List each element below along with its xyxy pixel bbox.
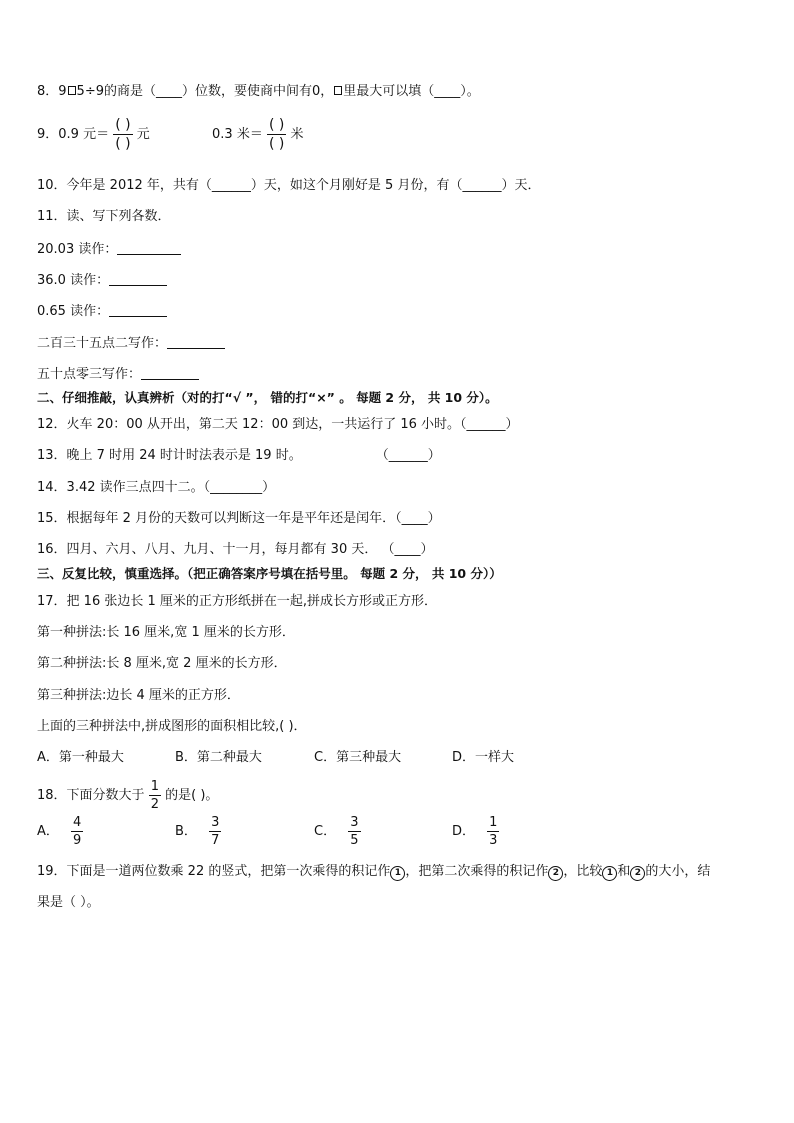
answer-blank[interactable]: ______ — [211, 178, 251, 193]
question-14: 14．3.42 读作三点四十二。（________） — [37, 480, 276, 495]
question-12: 12．火车 20：00 从开出，第二天 12：00 到达，一共运行了 16 小时。（______） — [37, 417, 519, 432]
answer-blank[interactable]: ______ — [466, 417, 506, 432]
section-3-heading: 三、反复比较，慎重选择。（把正确答案序号填在括号里。 每题 2 分， 共 10 分）） — [37, 566, 502, 581]
answer-blank[interactable]: ______ — [388, 448, 428, 463]
question-13: 13．晚上 7 时用 24 时计时法表示是 19 时。 （______） — [37, 448, 441, 463]
question-16: 16．四月、六月、八月、九月、十一月，每月都有 30 天． （____） — [37, 542, 434, 557]
question-15: 15．根据每年 2 月份的天数可以判断这一年是平年还是闰年．（____） — [37, 511, 441, 526]
circled-two-icon: 2 — [630, 866, 645, 881]
question-9: 9．0.9 元＝ $\frac{( )}{( )}$ 元 0.3 米＝ $\frac{( )}{( )}$ 米 — [37, 117, 304, 152]
answer-blank[interactable]: ______ — [462, 178, 502, 193]
option-d[interactable]: D．一样大 — [452, 750, 515, 765]
circled-one-icon: 1 — [390, 866, 405, 881]
answer-blank[interactable]: ____ — [155, 84, 182, 99]
question-11-title: 11．读、写下列各数． — [37, 209, 171, 224]
answer-blank[interactable]: ____ — [434, 84, 461, 99]
box-icon — [334, 86, 342, 95]
question-18: 18．下面分数大于 $\frac{1}{2}$ 的是( )。 — [37, 779, 219, 812]
read-item: 0.65 读作： — [37, 304, 167, 318]
write-item: 五十点零三写作： — [37, 367, 199, 381]
fraction: $\frac{4}{9}$ — [73, 815, 82, 848]
write-item: 二百三十五点二写作： — [37, 336, 225, 350]
question-19-line2: 果是（ ）。 — [37, 895, 100, 910]
write-line[interactable] — [109, 273, 167, 286]
question-17-line: 第三种拼法:边长 4 厘米的正方形． — [37, 688, 240, 703]
read-item: 36.0 读作： — [37, 273, 167, 287]
fraction-one-half: $\frac{1}{2}$ — [150, 779, 159, 812]
fraction-blank[interactable]: $\frac{( )}{( )}$ — [268, 117, 285, 152]
option-c[interactable]: C． $\frac{3}{5}$ — [314, 815, 359, 848]
question-8: 8．9 5÷9的商是（____）位数，要使商中间有0， 里最大可以填（____）。 — [37, 84, 480, 99]
option-b[interactable]: B．第二种最大 — [175, 750, 262, 765]
question-17-stem: 17．把 16 张边长 1 厘米的正方形纸拼在一起,拼成长方形或正方形． — [37, 594, 438, 609]
answer-blank[interactable]: ____ — [394, 542, 421, 557]
question-10: 10．今年是 2012 年，共有（______）天，如这个月刚好是 5 月份，有（______）天． — [37, 178, 541, 193]
question-19: 19．下面是一道两位数乘 22 的竖式，把第一次乘得的积记作 1 ，把第二次乘得的积记作 2 ，比较 1 和 2 的大小，结 — [37, 864, 711, 879]
write-line[interactable] — [141, 367, 199, 380]
read-item: 20.03 读作： — [37, 242, 181, 256]
option-a[interactable]: A． $\frac{4}{9}$ — [37, 815, 82, 848]
answer-blank[interactable]: ____ — [401, 511, 428, 526]
question-17-line: 第二种拼法:长 8 厘米,宽 2 厘米的长方形． — [37, 656, 287, 671]
fraction: $\frac{3}{7}$ — [211, 815, 220, 848]
answer-blank[interactable]: ________ — [210, 480, 263, 495]
option-a[interactable]: A．第一种最大 — [37, 750, 124, 765]
question-17-line: 第一种拼法:长 16 厘米,宽 1 厘米的长方形． — [37, 625, 295, 640]
fraction-blank[interactable]: $\frac{( )}{( )}$ — [115, 117, 131, 152]
write-line[interactable] — [109, 304, 167, 317]
option-c[interactable]: C．第三种最大 — [314, 750, 402, 765]
section-2-heading: 二、仔细推敲，认真辨析（对的打“√ ”， 错的打“×” 。 每题 2 分， 共 10 分）。 — [37, 390, 498, 405]
box-icon — [68, 86, 76, 95]
fraction: $\frac{3}{5}$ — [350, 815, 359, 848]
fraction: $\frac{1}{3}$ — [489, 815, 498, 848]
write-line[interactable] — [117, 242, 181, 255]
option-b[interactable]: B． $\frac{3}{7}$ — [175, 815, 220, 848]
circled-two-icon: 2 — [548, 866, 563, 881]
option-d[interactable]: D． $\frac{1}{3}$ — [452, 815, 498, 848]
question-17-ask: 上面的三种拼法中,拼成图形的面积相比较,( )． — [37, 719, 307, 734]
circled-one-icon: 1 — [602, 866, 617, 881]
write-line[interactable] — [167, 336, 225, 349]
